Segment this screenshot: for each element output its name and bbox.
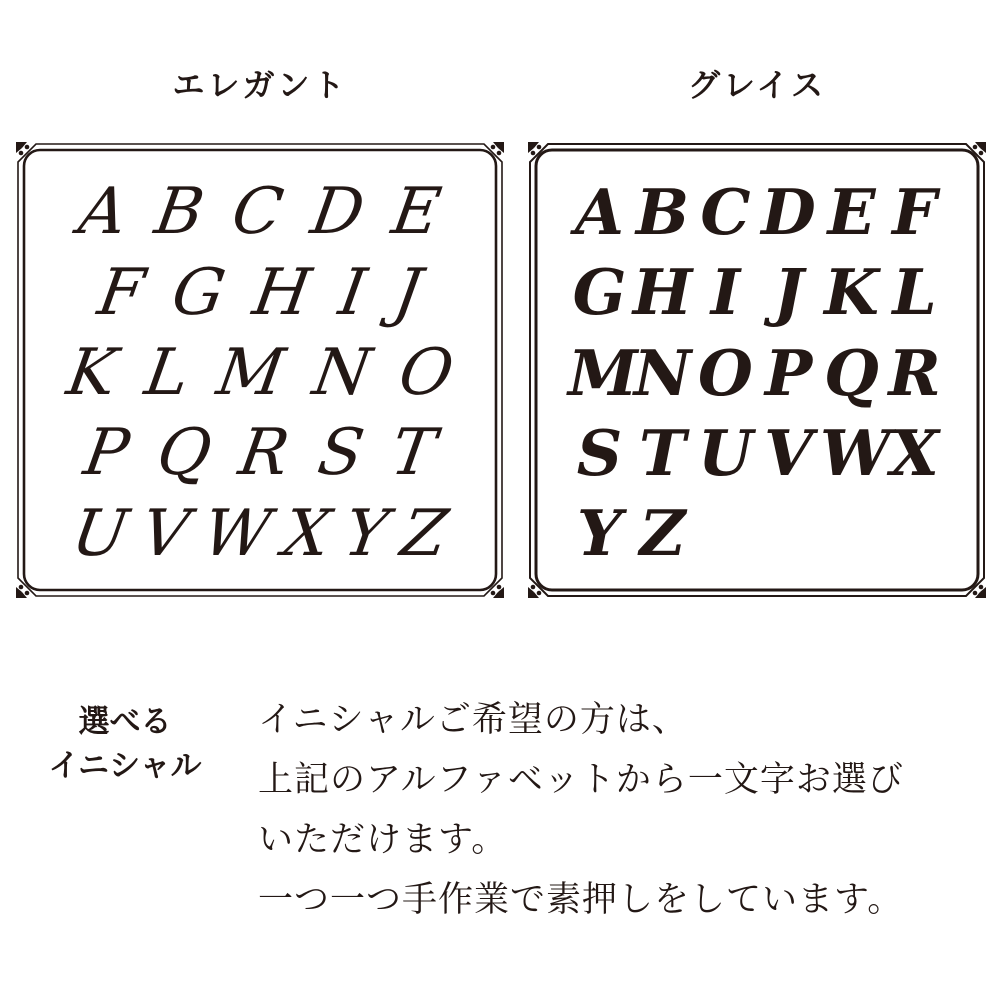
- letter-row: [528, 494, 986, 574]
- letter-glyph: I: [334, 255, 372, 330]
- footer-description-line-4: 一つ一つ手作業で素押しをしています。: [258, 880, 904, 919]
- footer-description-line-2: 上記のアルファベットから一文字お選び: [258, 760, 904, 799]
- letter-glyph: J: [773, 255, 804, 330]
- alphabet-rows-grace: [528, 142, 986, 598]
- letter-glyph: D: [761, 174, 816, 249]
- letter-glyph: M: [212, 336, 290, 411]
- alphabet-rows-elegant: [16, 142, 504, 598]
- letter-row: [16, 252, 504, 332]
- letter-glyph: P: [764, 335, 813, 410]
- letter-glyph: B: [150, 175, 209, 250]
- letter-glyph: D: [306, 175, 370, 250]
- letter-glyph: E: [827, 174, 876, 249]
- letter-glyph: M: [568, 335, 638, 410]
- alphabet-panel-elegant: [16, 142, 504, 598]
- panel-title-elegant: エレガント: [172, 67, 348, 103]
- footer-label-line-2: イニシャル: [48, 748, 202, 783]
- footer-label-line-1: 選べる: [78, 704, 172, 739]
- letter-glyph: V: [136, 496, 195, 571]
- footer-description-line-3: いただけます。: [258, 820, 508, 859]
- footer-description: [258, 690, 968, 930]
- letter-glyph: O: [698, 335, 753, 410]
- letter-glyph: B: [635, 174, 690, 249]
- footer-label: [40, 700, 210, 788]
- letter-glyph: N: [633, 335, 692, 410]
- letter-glyph: E: [387, 175, 446, 250]
- letter-row: [16, 413, 504, 493]
- letter-glyph: X: [278, 496, 336, 571]
- letter-glyph: L: [139, 336, 195, 411]
- letter-glyph: Y: [577, 496, 622, 571]
- alphabet-panel-grace: [528, 142, 986, 598]
- letter-row: [528, 333, 986, 413]
- letter-glyph: G: [167, 255, 231, 330]
- letter-glyph: V: [764, 415, 813, 490]
- letter-glyph: U: [67, 496, 134, 571]
- letter-glyph: R: [234, 416, 295, 491]
- letter-glyph: R: [888, 335, 941, 410]
- letter-glyph: O: [393, 336, 459, 411]
- letter-glyph: H: [632, 255, 693, 330]
- letter-glyph: C: [227, 175, 288, 250]
- letter-glyph: G: [572, 255, 627, 330]
- letter-row: [16, 172, 504, 252]
- panel-title-grace: グレイス: [687, 67, 827, 103]
- letter-glyph: U: [698, 415, 753, 490]
- letter-glyph: F: [892, 174, 937, 249]
- letter-glyph: N: [307, 336, 376, 411]
- letter-glyph: K: [824, 255, 879, 330]
- letter-glyph: H: [248, 255, 317, 330]
- letter-glyph: T: [639, 415, 686, 490]
- letter-glyph: Q: [152, 416, 217, 491]
- letter-row: [528, 172, 986, 252]
- letter-glyph: T: [386, 416, 441, 491]
- letter-glyph: W: [820, 415, 891, 490]
- letter-glyph: A: [575, 174, 624, 249]
- letter-glyph: C: [700, 174, 751, 249]
- letter-glyph: W: [197, 496, 276, 571]
- letter-row: [16, 494, 504, 574]
- letter-glyph: Q: [824, 335, 879, 410]
- letter-glyph: S: [312, 416, 369, 491]
- letter-glyph: A: [74, 175, 132, 250]
- letter-glyph: Y: [339, 496, 394, 571]
- letter-glyph: Z: [639, 496, 686, 571]
- footer-description-line-1: イニシャルご希望の方は、: [258, 700, 688, 739]
- letter-glyph: X: [890, 415, 939, 490]
- letter-glyph: K: [61, 336, 122, 411]
- letter-glyph: I: [710, 255, 741, 330]
- letter-glyph: F: [92, 255, 150, 330]
- letter-glyph: P: [79, 416, 134, 491]
- letter-row: [528, 413, 986, 493]
- letter-row: [16, 333, 504, 413]
- letter-glyph: L: [892, 255, 937, 330]
- letter-glyph: J: [389, 255, 428, 330]
- letter-glyph: Z: [396, 496, 453, 571]
- letter-glyph: S: [576, 415, 623, 490]
- letter-row: [528, 252, 986, 332]
